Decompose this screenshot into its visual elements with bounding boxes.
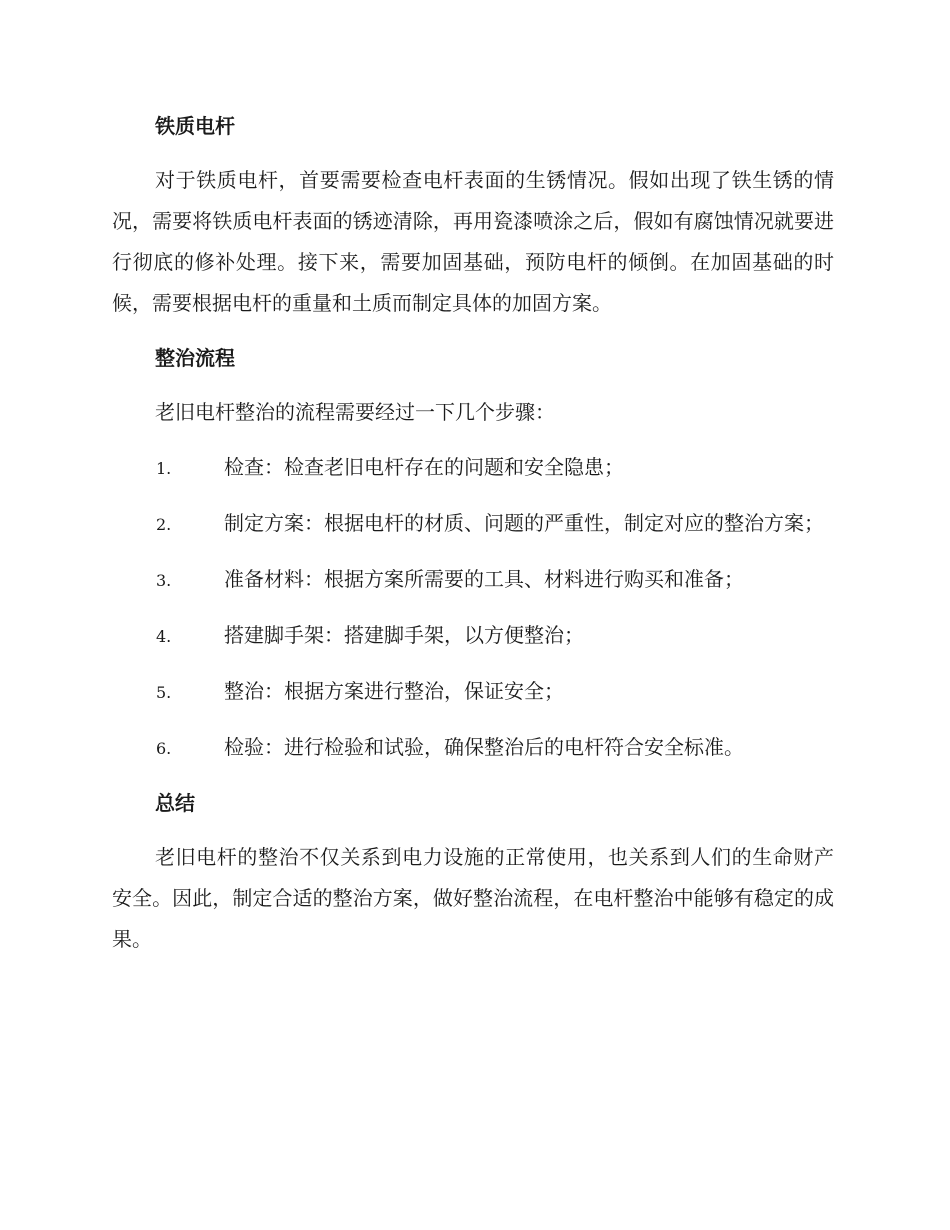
- list-item-number: 3.: [156, 571, 172, 590]
- section-paragraph-iron-pole: 对于铁质电杆，首要需要检查电杆表面的生锈情况。假如出现了铁生锈的情况，需要将铁质电杆表面的锈迹清除，再用瓷漆喷涂之后，假如有腐蚀情况就要进行彻底的修补处理。接下来，需要加固基础，预防电杆的倾倒。在加固基础的时候，需要根据电杆的重量和土质而制定具体的加固方案。: [112, 168, 834, 315]
- list-item-text: 准备材料：根据方案所需要的工具、材料进行购买和准备；: [224, 567, 744, 591]
- list-item: [112, 671, 834, 713]
- section-heading-process: 整治流程: [155, 346, 235, 370]
- document-page: [112, 104, 834, 960]
- list-item-number: 4.: [156, 627, 172, 646]
- list-item-text: 制定方案：根据电杆的材质、问题的严重性，制定对应的整治方案；: [224, 511, 824, 535]
- list-item: [112, 727, 834, 769]
- section-paragraph-process: 老旧电杆整治的流程需要经过一下几个步骤：: [155, 400, 555, 424]
- list-item: [112, 503, 834, 545]
- list-item-text: 检查：检查老旧电杆存在的问题和安全隐患；: [224, 455, 624, 479]
- list-item: [112, 447, 834, 489]
- list-item-text: 整治：根据方案进行整治，保证安全；: [224, 679, 564, 703]
- section-paragraph-summary: 老旧电杆的整治不仅关系到电力设施的正常使用，也关系到人们的生命财产安全。因此，制定合适的整治方案，做好整治流程，在电杆整治中能够有稳定的成果。: [112, 845, 834, 951]
- list-item-number: 6.: [156, 739, 172, 758]
- list-item-number: 5.: [156, 683, 172, 702]
- list-item: [112, 559, 834, 601]
- list-item-number: 1.: [156, 459, 172, 478]
- section-heading-iron-pole: 铁质电杆: [155, 114, 235, 138]
- list-item-text: 检验：进行检验和试验，确保整治后的电杆符合安全标准。: [224, 735, 744, 759]
- list-item: [112, 615, 834, 657]
- section-heading-summary: 总结: [155, 791, 195, 815]
- list-item-text: 搭建脚手架：搭建脚手架，以方便整治；: [224, 623, 584, 647]
- list-item-number: 2.: [156, 515, 172, 534]
